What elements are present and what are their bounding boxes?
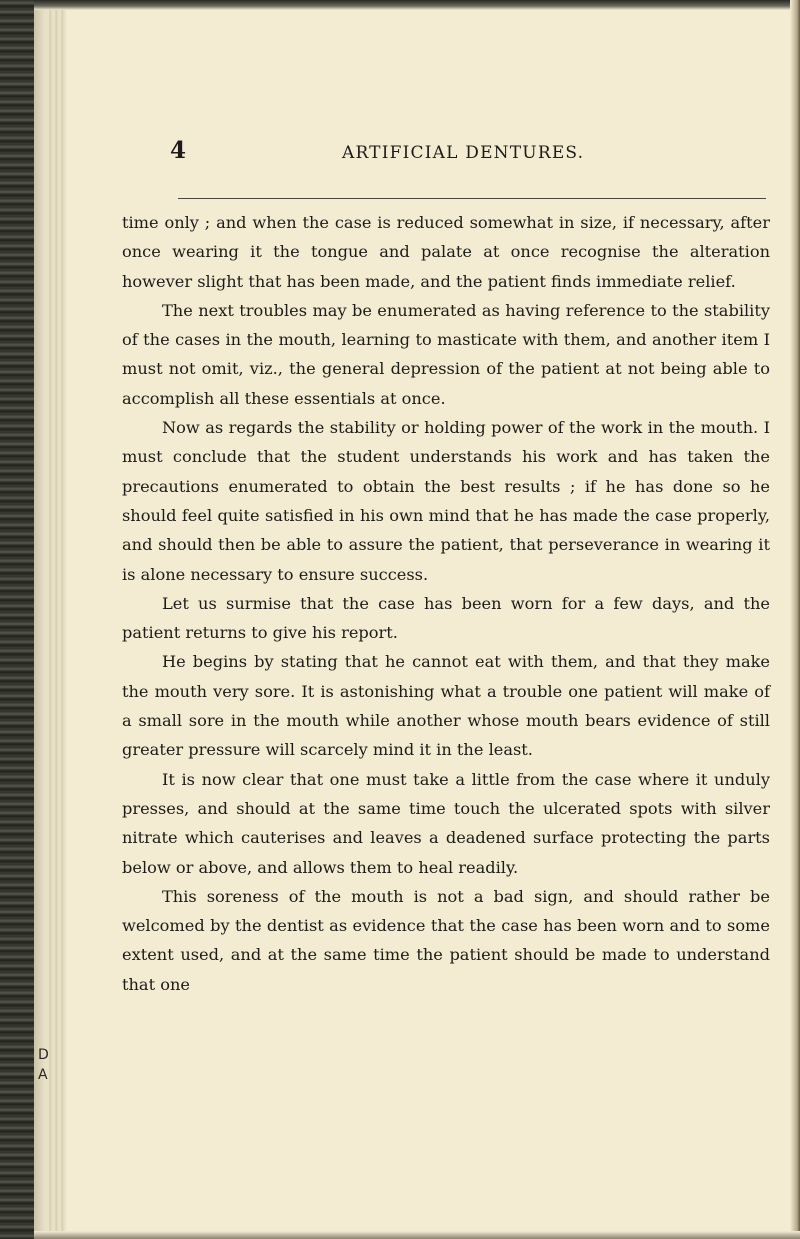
margin-letter-d: D (38, 1047, 49, 1063)
book-binding (0, 0, 34, 1239)
paragraph-6: It is now clear that one must take a little from the case where it unduly presses, and should at the same time touch the ulcerated spots with silver nitrate which cauterises and leaves a deadened surface protecting the parts below or above, and allows them to heal readily. (122, 769, 770, 877)
page-header (170, 138, 770, 168)
page-bottom-edge (34, 1231, 800, 1239)
margin-letter-a: A (38, 1067, 48, 1083)
header-rule (178, 198, 766, 199)
paragraph-3: Now as regards the stability or holding power of the work in the mouth. I must conclude that the student understands his work and has taken the precautions enumerated to obtain the best results ; if he has done so he should feel quite satisfied in his own mind that he has made the case properly, and should then be able to assure the patient, that perseverance in wearing it is alone necessary to ensure success. (122, 418, 770, 584)
page-gutter (46, 0, 66, 1239)
paragraph-2: The next troubles may be enumerated as having reference to the stability of the cases in the mouth, learning to masticate with them, and another item I must not omit, viz., the general depression of the patient at not being able to accomplish all these essentials at once. (122, 300, 770, 408)
page-top-edge (34, 0, 800, 10)
adjacent-page-margin (38, 1045, 49, 1085)
body-text (122, 208, 770, 999)
page-right-edge (790, 0, 800, 1239)
paragraph-5: He begins by stating that he cannot eat with them, and that they make the mouth very sore. It is astonishing what a trouble one patient will make of a small sore in the mouth while another whose mouth bears evidence of still greater pressure will scarcely mind it in the least. (122, 652, 770, 760)
paragraph-7: This soreness of the mouth is not a bad sign, and should rather be welcomed by the dentist as evidence that the case has been worn and to some extent used, and at the same time the patient should be made to understand that one (122, 886, 770, 994)
paragraph-4: Let us surmise that the case has been worn for a few days, and the patient returns to give his report. (122, 593, 770, 643)
page-number: 4 (170, 137, 187, 164)
paragraph-1: time only ; and when the case is reduced somewhat in size, if necessary, after once wearing it the tongue and palate at once recognise the alteration however slight that has been made, and the patient finds immediate relief. (122, 213, 770, 291)
running-title: ARTIFICIAL DENTURES. (342, 143, 585, 163)
